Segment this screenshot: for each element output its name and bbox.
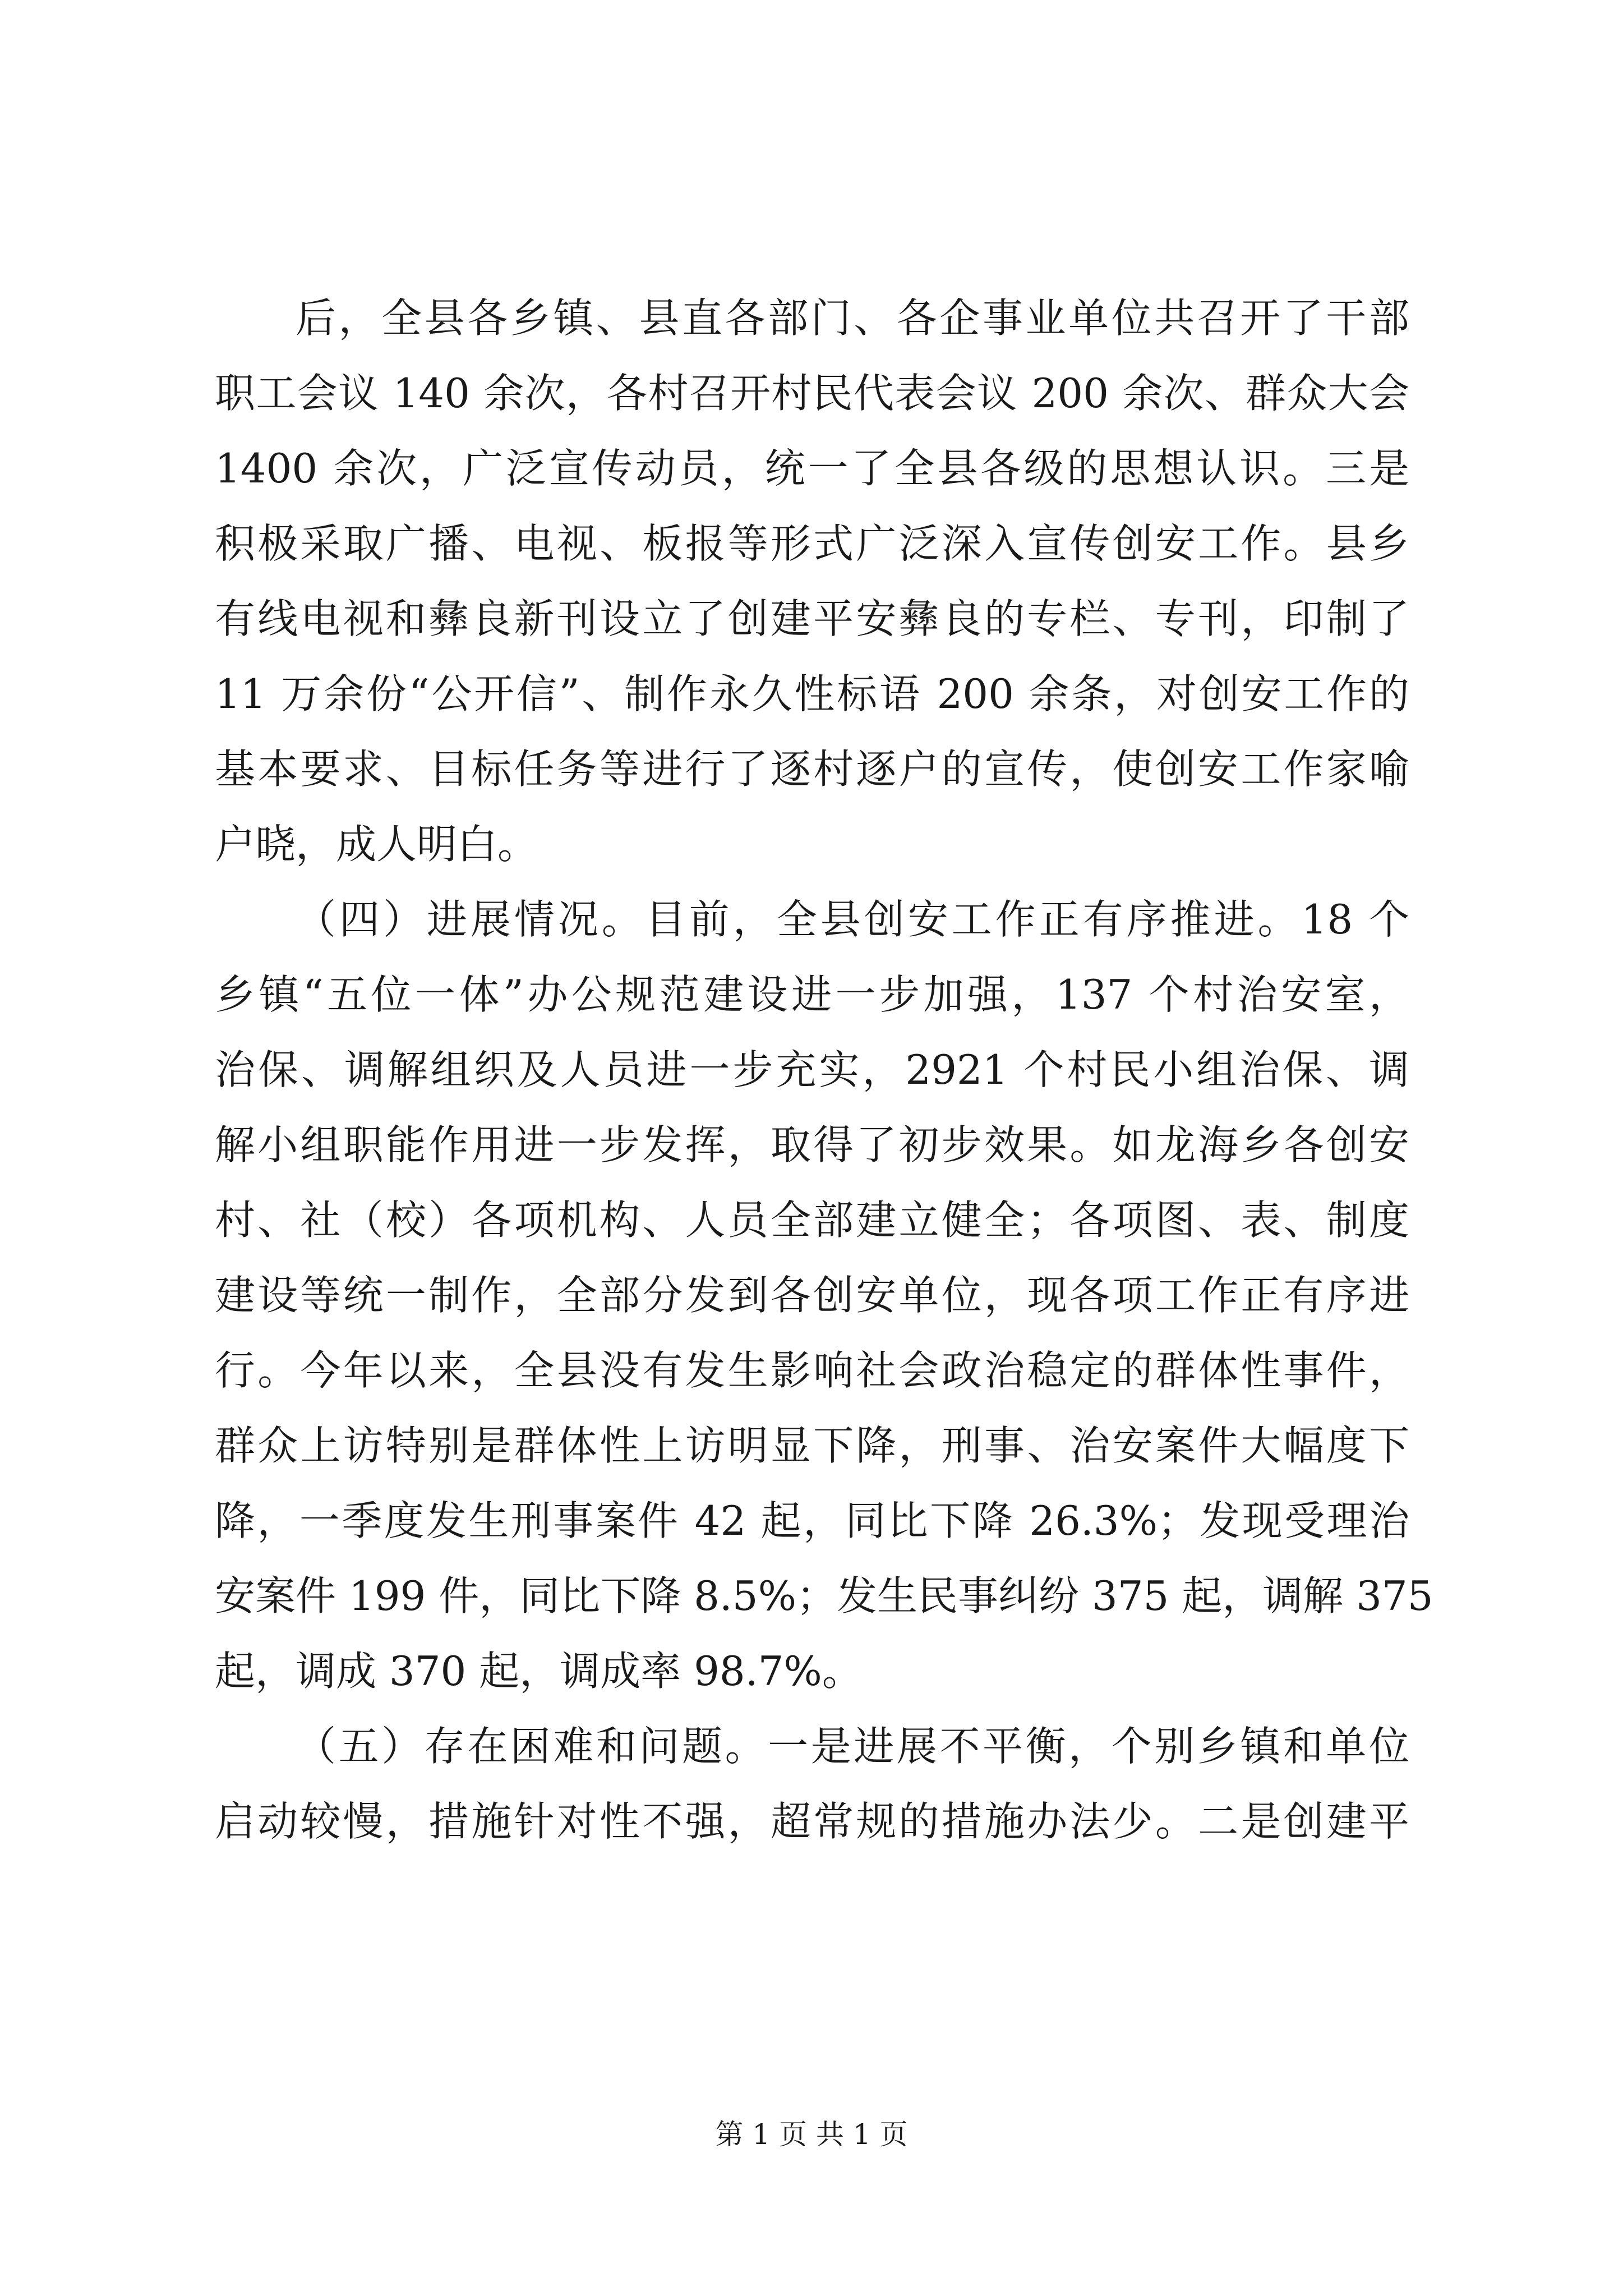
text-line: 后，全县各乡镇、县直各部门、各企事业单位共召开了干部 [296,295,1409,342]
text-line: 安案件 199 件，同比下降 8.5%；发生民事纠纷 375 起，调解 375 [215,1572,1433,1619]
text-line: 基本要求、目标任务等进行了逐村逐户的宣传，使创安工作家喻 [215,746,1409,793]
text-line: 启动较慢，措施针对性不强，超常规的措施办法少。二是创建平 [215,1798,1409,1845]
text-line: 起，调成 370 起，调成率 98.7%。 [215,1648,863,1695]
text-line: 有线电视和彝良新刊设立了创建平安彝良的专栏、专刊，印制了 [215,595,1409,642]
document-body [215,280,1433,1859]
text-line: 群众上访特别是群体性上访明显下降，刑事、治安案件大幅度下 [215,1422,1409,1469]
page-footer: 第 1 页 共 1 页 [715,2118,908,2151]
text-line: 11 万余份“公开信”、制作永久性标语 200 余条，对创安工作的 [215,670,1409,717]
text-line: 行。今年以来，全县没有发生影响社会政治稳定的群体性事件， [215,1347,1409,1394]
text-line: 解小组职能作用进一步发挥，取得了初步效果。如龙海乡各创安 [215,1121,1409,1168]
text-line: 乡镇“五位一体”办公规范建设进一步加强，137 个村治安室， [215,971,1409,1018]
text-line: 职工会议 140 余次，各村召开村民代表会议 200 余次、群众大会 [215,370,1409,417]
text-line: 治保、调解组织及人员进一步充实，2921 个村民小组治保、调 [215,1046,1409,1093]
text-line: 建设等统一制作，全部分发到各创安单位，现各项工作正有序进 [215,1272,1409,1319]
text-line: 村、社（校）各项机构、人员全部建立健全；各项图、表、制度 [215,1197,1409,1244]
text-line: 1400 余次，广泛宣传动员，统一了全县各级的思想认识。三是 [215,445,1409,492]
text-line: （四）进展情况。目前，全县创安工作正有序推进。18 个 [296,896,1409,943]
text-line: （五）存在困难和问题。一是进展不平衡，个别乡镇和单位 [296,1723,1409,1770]
text-line: 积极采取广播、电视、板报等形式广泛深入宣传创安工作。县乡 [215,520,1409,567]
text-line: 降，一季度发生刑事案件 42 起，同比下降 26.3%；发现受理治 [215,1497,1409,1544]
text-line: 户晓，成人明白。 [215,821,538,868]
